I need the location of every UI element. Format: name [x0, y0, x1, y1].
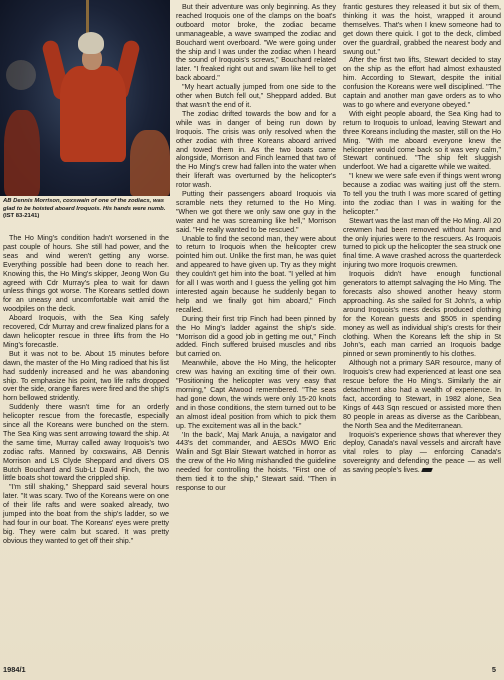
paragraph: Putting their passengers aboard Iroquois via scramble nets they returned to the Ho Ming. "When we got there we only saw one guy in the water and he was screaming like hell," Morrison said. "He really wanted to be rescued."	[176, 190, 336, 234]
paragraph: "I knew we were safe even if things went wrong because a zodiac was waiting just off the stern. To tell you the truth I was more scared of getting into the zodiac than I was in waiting for the helicopter."	[343, 172, 501, 216]
photo-coxswain-figure	[60, 66, 126, 162]
article-column-3	[343, 3, 501, 475]
paragraph: The Ho Ming's condition hadn't worsened in the past couple of hours. She still had power, and the seas and wind weren't getting any worse. Everything possible had been done to reach her. Knowing this, the Ho Ming's skipper, Jeong Won Gu agreed with Cdr Murray's plea to wait for dawn unless things got worse. The Koreans settled down for an uneasy and uncomfortable wait amid the woodpiles on the deck.	[3, 234, 169, 314]
paragraph: But their adventure was only beginning. As they reached Iroquois one of the clamps on the boat's outboard motor broke, the zodiac became unmanageable, a wave swamped the zodiac and Bouchard went overboard. "We were going under the ship and I was under the zodiac when I heard the sound of Iroquois's screws," Bouchard related later. "I freaked right out and swam like hell to get back aboard."	[176, 3, 336, 83]
paragraph: Iroquois didn't have enough functional generators to attempt salvaging the Ho Ming. The forecasts also showed another heavy storm approaching. As she sailed for St John's, a whip around Iroquois's mess decks produced clothing for the Korean guests and $505 in spending money as well as individual ship's crests for their clothing. When the Koreans left the ship in St John's, each man carried an Iroquois badge pinned or sewn prominently to his clothes.	[343, 270, 501, 359]
paragraph: frantic gestures they released it but six of them, thinking it was the hoist, wrapped it around themselves. That's when I knew someone had to get down there quick. I got to the deck, climbed over the guardrail, grabbed the nearest body and swung out."	[343, 3, 501, 56]
article-column-2	[176, 3, 336, 493]
paragraph: After the first two lifts, Stewart decided to stay on the ship as the effort had almost exhausted him. According to Stewart, despite the initial confusion the Koreans were well disciplined. "The captain and another man gave orders as to who was to go where and everyone obeyed."	[343, 56, 501, 109]
article-column-1	[3, 234, 169, 546]
final-paragraph	[343, 431, 501, 476]
final-paragraph-text: Iroquois's experience shows that wherever they deploy, Canada's naval vessels and aircraft have vital roles to play — enforcing Canada's sovereignty and defending the peace — as well as saving people's lives.	[343, 430, 501, 475]
paragraph: "I'm still shaking," Sheppard said several hours later. "It was scary. Two of the Koreans were on one of their life rafts and were soaked already, two jumped into the boat from the ship's ladder, so we had four in our boat. The Koreans' eyes were pretty big. They were calm but scared. It was pretty obvious they wanted to get off their ship."	[3, 483, 169, 545]
photo-background-crewman-right	[130, 130, 170, 196]
page-number: 5	[491, 665, 496, 674]
issue-label: 1984/1	[3, 665, 26, 674]
paragraph: But it was not to be. About 15 minutes before dawn, the master of the Ho Ming radioed that his list had suddenly increased and he was abandoning ship. To emphasize his point, two life rafts dropped over the side, orange flares were fired and the ship's horn bellowed stridently.	[3, 349, 169, 403]
paragraph: Suddenly there wasn't time for an orderly helicopter rescue from the forecastle, especially since all the Koreans were bunched on the stern. The Sea King was sent arrowing toward the ship. At the same time, Murray called away Iroquois's two zodiac rafts. Manned by coxswains, AB Dennis Morrison and LS Clyde Sheppard and divers OS Butch Bouchard and Sub-Lt David Finch, the two little boats shot toward the crippled ship.	[3, 403, 169, 483]
paragraph: With eight people aboard, the Sea King had to return to Iroquois to unload, leaving Stewart and three Koreans including the master, still on the Ho Ming. "With me aboard everyone knew the helicopter would come back so it was very calm," Stewart continued. "The ship felt sluggish underfoot. We had a cigarette while we waited.	[343, 109, 501, 172]
paragraph: Aboard Iroquois, with the Sea King safely recovered, Cdr Murray and crew finalized plans for a dawn helicopter rescue in three lifts from the Ho Ming's forecastle.	[3, 314, 169, 349]
paragraph: Stewart was the last man off the Ho Ming. All 20 crewmen had been removed without harm and the only injuries were to the rescuers. As Iroquois turned to pick up the helicopter the sea struck one final time. A wave crashed across the quarterdeck injuring two more Iroquois crewmen.	[343, 216, 501, 270]
photo-background-crewman	[4, 110, 40, 196]
paragraph: During their first trip Finch had been pinned by the Ho Ming's ladder against the ship's side. "Morrison did a good job in getting me out," Finch added. Finch suffered bruised muscles and ribs but carried on.	[176, 314, 336, 359]
caption-credit: (IST 83-2141)	[3, 213, 40, 220]
photo-light-glare	[6, 60, 36, 90]
paragraph: "My heart actually jumped from one side to the other when Butch fell out," Sheppard added. But that wasn't the end of it.	[176, 83, 336, 109]
end-of-article-mark	[421, 468, 432, 472]
paragraph: Meanwhile, above the Ho Ming, the helicopter crew was having an exciting time of their own. "Positioning the helicopter was very easy that morning," Capt Atwood remembered. "The seas had gone down, the winds were only 15-20 knots and in those conditions, the stern turned out to be an almost ideal position from which to pick them up. The excitement was all in the back."	[176, 359, 336, 430]
photo-coxswain-hood	[78, 32, 104, 54]
paragraph: Although not a primary SAR resource, many of Iroquois's crew had experienced at least one sea rescue before the Ho Ming's. Similarly the air detachment also had a wealth of experience. In fact, according to Stewart, in 1982 alone, Sea Kings of 443 Sqn rescued or assisted more then 80 people in areas as diverse as the Caribbean, the North Sea and the Mediterranean.	[343, 359, 501, 430]
paragraph: 'In the back', Maj Mark Anuja, a navigator and 443's det commander, and AESOs MWO Eric Walin and Sgt Blair Stewart watched in horror as the crew of the Ho Ming mishandled the guideline needed for controlling the hoists. "First one of them tied it to the ship," Stewart said. "Then in response to our	[176, 430, 336, 492]
rescue-photo	[0, 0, 170, 196]
photo-caption	[3, 198, 169, 221]
paragraph: The zodiac drifted towards the bow and for a while was in danger of being run down by Iroquois. The crisis was only resolved when the other zodiac with three Koreans aboard arrived and towed them in. As the two boats came alongside, Morrison and Finch learned that two of the Ho Ming's crew had fallen into the water when their liferaft was overturned by the helicopter's rotor wash.	[176, 109, 336, 190]
caption-text: AB Dennis Morrison, coxswain of one of the zodiacs, was glad to be hoisted aboard Iroquois. His hands were numb.	[3, 198, 166, 212]
paragraph: Unable to find the second man, they were about to return to Iroquois when the helicopter crew pointed him out. Unlike the first man, he was quiet and appeared to have given up. Try as they might they couldn't get him into the boat. "I yelled at him for all I was worth and I guess the yelling got him interested again because he suddenly began to help and we finally got him aboard," Finch recalled.	[176, 234, 336, 314]
